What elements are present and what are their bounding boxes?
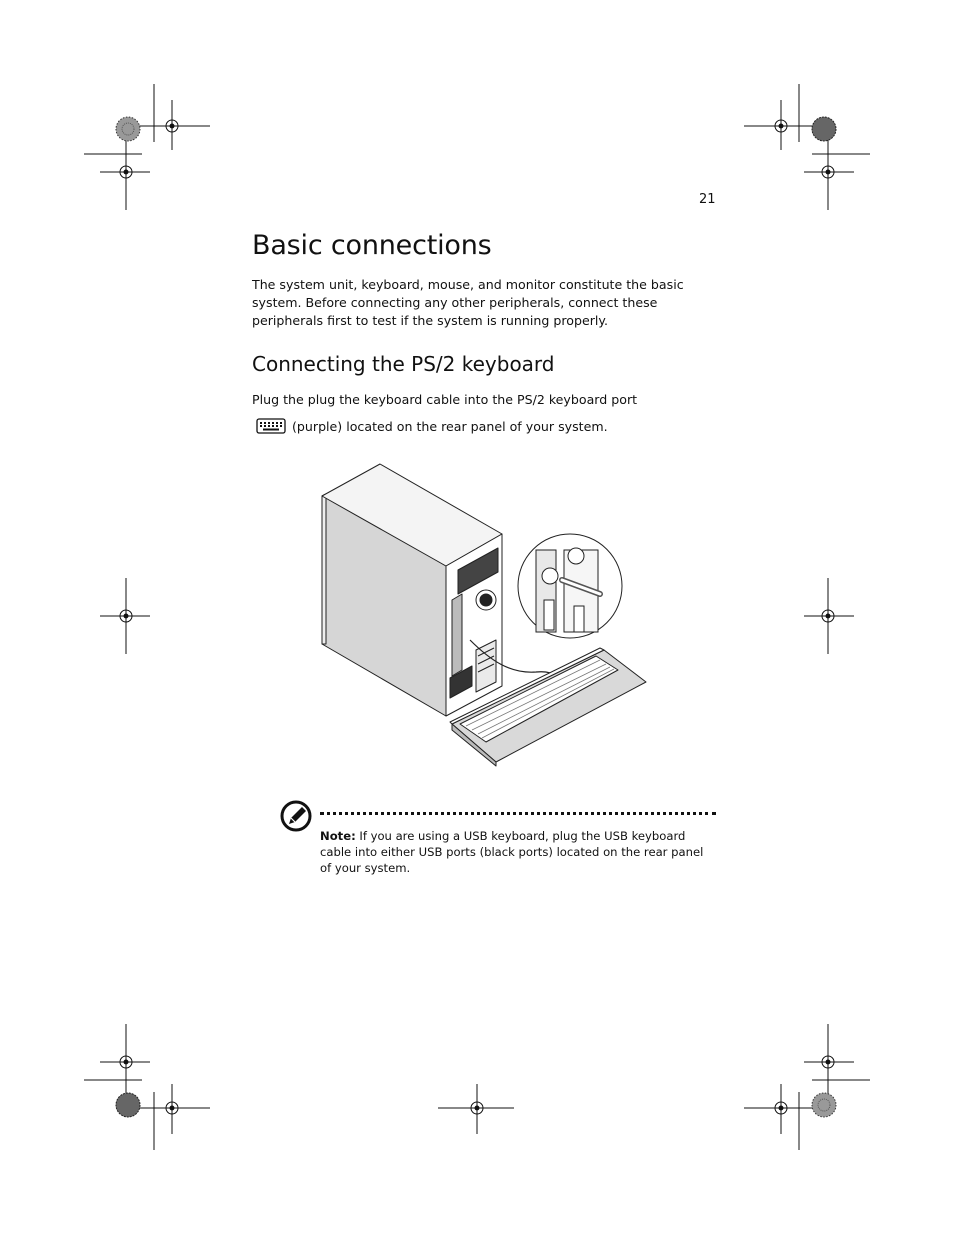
subsection-title: Connecting the PS/2 keyboard xyxy=(252,352,555,376)
intro-paragraph: The system unit, keyboard, mouse, and monitor constitute the basic system. Before connecting any other peripherals, connect these peripherals first to test if the system is running properly. xyxy=(252,277,684,328)
note-paragraph xyxy=(320,828,712,876)
instruction-line-1: Plug the plug the keyboard cable into the PS/2 keyboard port xyxy=(252,392,638,407)
instruction-line-2-row xyxy=(256,418,608,434)
note-pencil-icon xyxy=(280,800,312,832)
note-body: If you are using a USB keyboard, plug the USB keyboard cable into either USB ports (black ports) located on the rear panel of your system. xyxy=(320,829,704,875)
note-divider xyxy=(320,812,716,815)
pc-keyboard-illustration xyxy=(300,460,650,770)
note-label: Note: xyxy=(320,829,356,843)
page-number: 21 xyxy=(699,192,716,207)
section-title: Basic connections xyxy=(252,230,492,261)
keyboard-icon xyxy=(256,418,286,434)
instruction-line-2: (purple) located on the rear panel of your system. xyxy=(292,418,608,434)
